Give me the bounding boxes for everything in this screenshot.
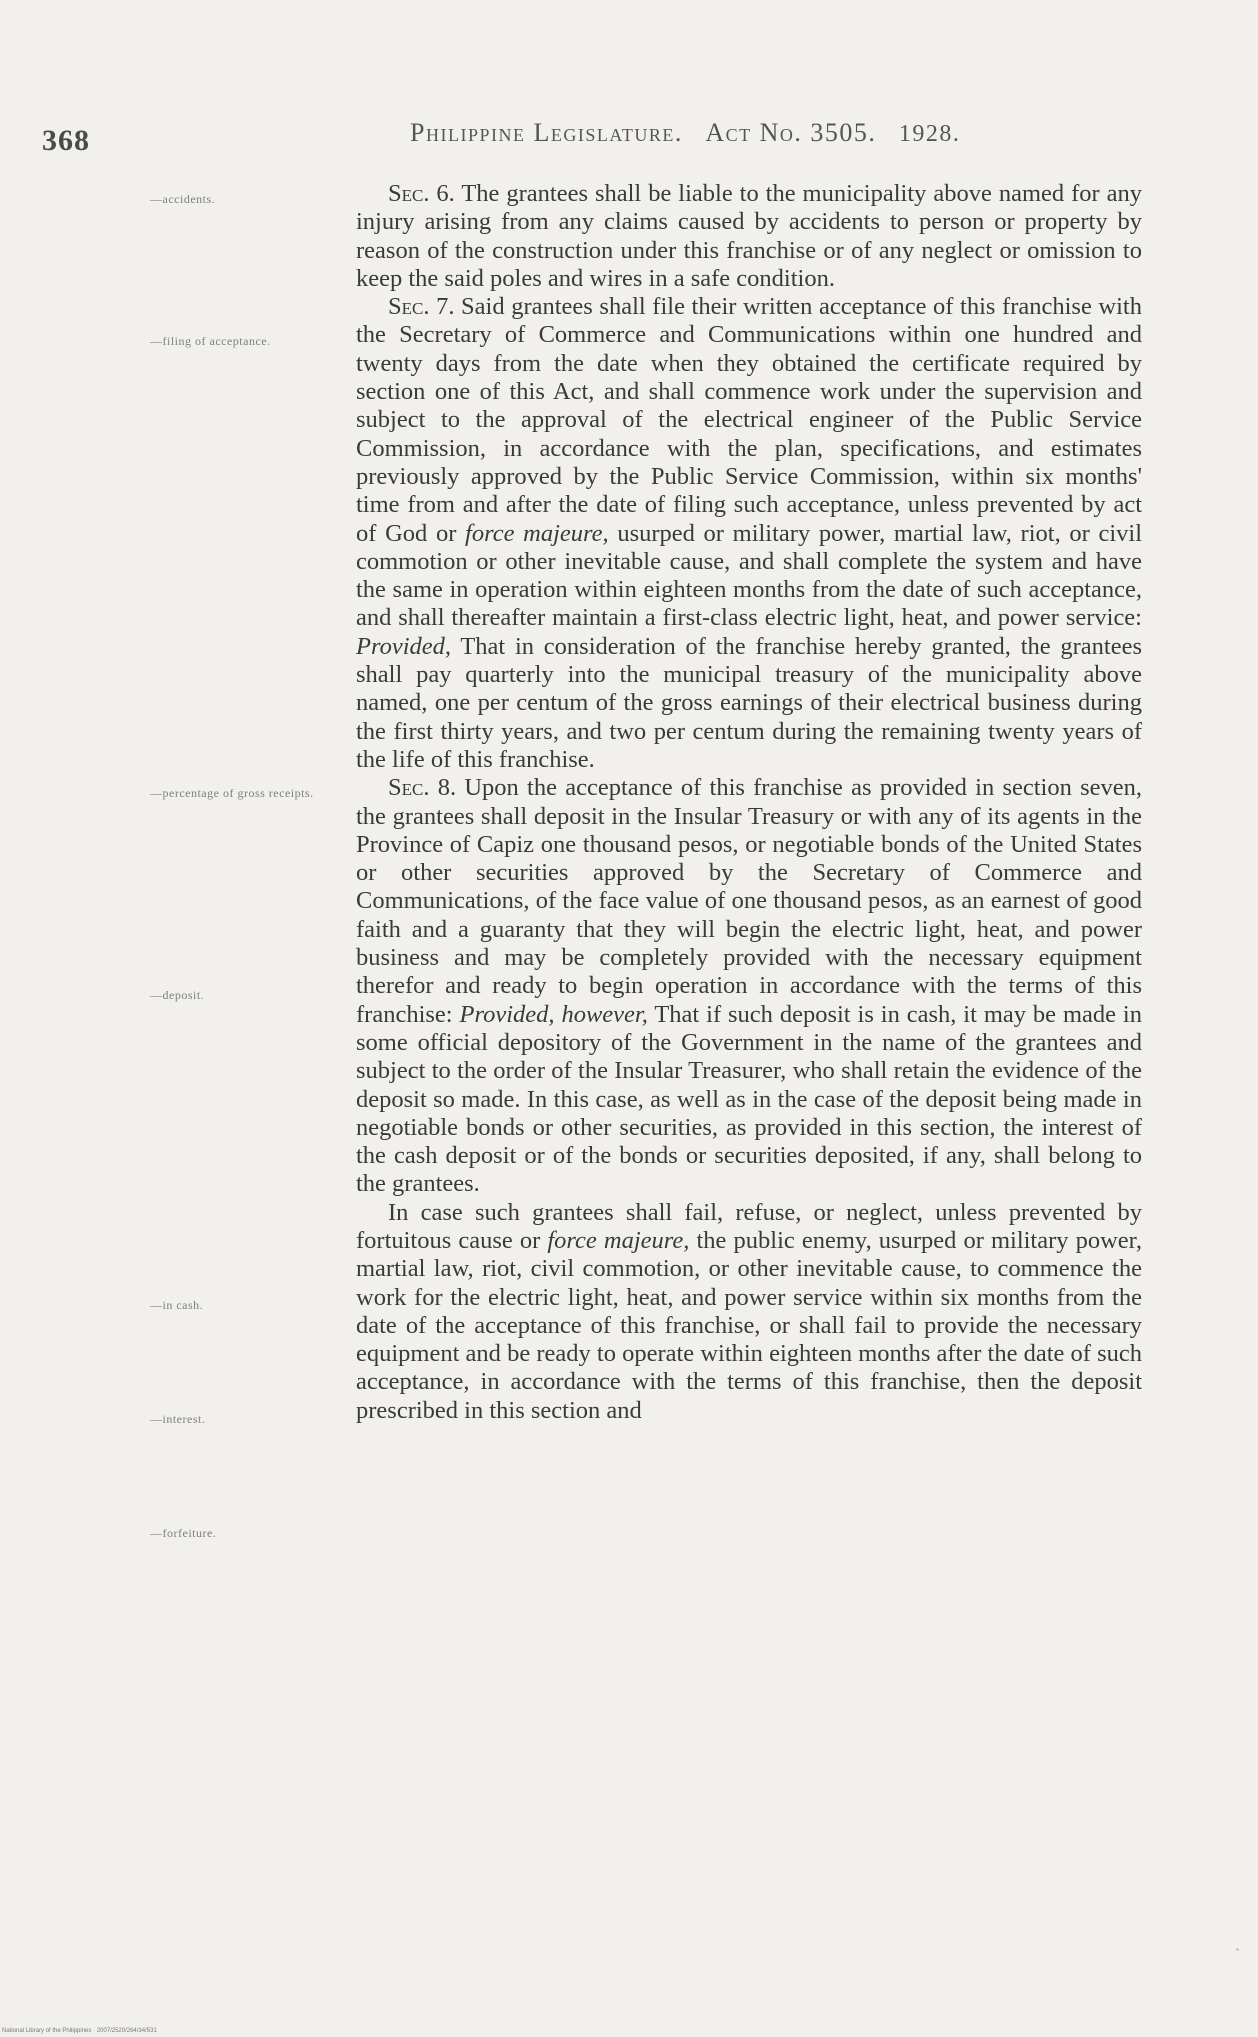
section-6-paragraph [356,180,1142,293]
running-head-act: Act No. 3505. [705,118,877,147]
section-8-paragraph [356,774,1142,1198]
forfeiture-paragraph [356,1199,1142,1425]
forfeiture-text-b: the public enemy, usurped or military power, martial law, riot, civil commotion, or other inevitable cause, to commence the work for the electric light, heat, and power service within six months from the date of the acceptance of this franchise, or shall fail to provide the necessary equipment and be ready to operate within eighteen months after the date of such acceptance, in accordance with the terms of this franchise, then the deposit prescribed in this section and [356,1226,1142,1424]
margin-note-percentage-of-gross-receipts: —percentage of gross receipts. [150,786,314,800]
margin-note-interest: —interest. [150,1412,206,1426]
section-7-paragraph [356,293,1142,774]
forfeiture-text-a: In case such grantees shall fail, refuse, or neglect, unless prevented by fortuitous cause or [356,1198,1142,1254]
section-7-text-c: That in consideration of the franchise hereby granted, the grantees shall pay quarterly into the municipal treasury of the municipality above named, one per centum of the gross earnings of their electrical business during the first thirty years, and two per centum during the remaining twenty years of the life of this franchise. [356,632,1142,773]
body-text [356,180,1142,1425]
running-head-legislature: Philippine Legislature. [410,118,683,147]
section-7-italic-force-majeure: force majeure, [465,519,609,547]
section-7-text-b: usurped or military power, martial law, riot, or civil commotion or other inevitable cause, and shall complete the system and have the same in operation within eighteen months from the date of such acceptance, and shall thereafter maintain a first-class electric light, heat, and power service: [356,519,1142,632]
forfeiture-italic-force-majeure: force majeure, [547,1226,690,1254]
section-8-text-b: That if such deposit is in cash, it may be made in some official depository of the Government in the name of the grantees and subject to the order of the Insular Treasurer, who shall retain the evidence of the deposit so made. In this case, as well as in the case of the deposit being made in negotiable bonds or other securities, as provided in this section, the interest of the cash deposit or of the bonds or securities deposited, if any, shall belong to the grantees. [356,1000,1142,1198]
margin-note-accidents: —accidents. [150,192,216,206]
running-head-year: 1928. [898,121,961,147]
margin-note-filing-of-acceptance: —filing of acceptance. [150,334,271,348]
scan-footer-note: National Library of the Philippines · 2007/2520/264/34/531 [2,2028,157,2034]
margin-note-in-cash: —in cash. [150,1298,204,1312]
section-8-text-a: Upon the acceptance of this franchise as provided in section seven, the grantees shall deposit in the Insular Treasury or with any of its agents in the Province of Capiz one thousand pesos, or negotiable bonds of the United States or other securities approved by the Secretary of Commerce and Communications, of the face value of one thousand pesos, as an earnest of good faith and a guaranty that they will begin the electric light, heat, and power business and may be completely provided with the necessary equipment therefor and ready to begin operation in accordance with the terms of this franchise: [356,774,1142,1028]
section-8-italic-provided-however: Provided, however, [459,1000,648,1028]
running-head [410,118,1080,148]
scan-speck [1236,1948,1239,1951]
margin-note-forfeiture: —forfeiture. [150,1526,217,1540]
section-7-label: Sec. 7. [388,293,455,321]
section-6-text: The grantees shall be liable to the municipality above named for any injury arising from any claims caused by accidents to person or property by reason of the construction under this franchise or of any neglect or omission to keep the said poles and wires in a safe condition. [356,180,1142,292]
margin-note-deposit: —deposit. [150,988,205,1002]
section-8-label: Sec. 8. [388,774,457,802]
section-7-italic-provided: Provided, [356,632,452,660]
section-7-text-a: Said grantees shall file their written acceptance of this franchise with the Secretary of Commerce and Communications within one hundred and twenty days from the date when they obtained the certificate required by section one of this Act, and shall commence work under the supervision and subject to the approval of the electrical engineer of the Public Service Commission, in accordance with the plan, specifications, and estimates previously approved by the Public Service Commission, within six months' time from and after the date of filing such acceptance, unless prevented by act of God or [356,293,1142,547]
page-number: 368 [42,124,90,157]
section-6-label: Sec. 6. [388,180,455,207]
